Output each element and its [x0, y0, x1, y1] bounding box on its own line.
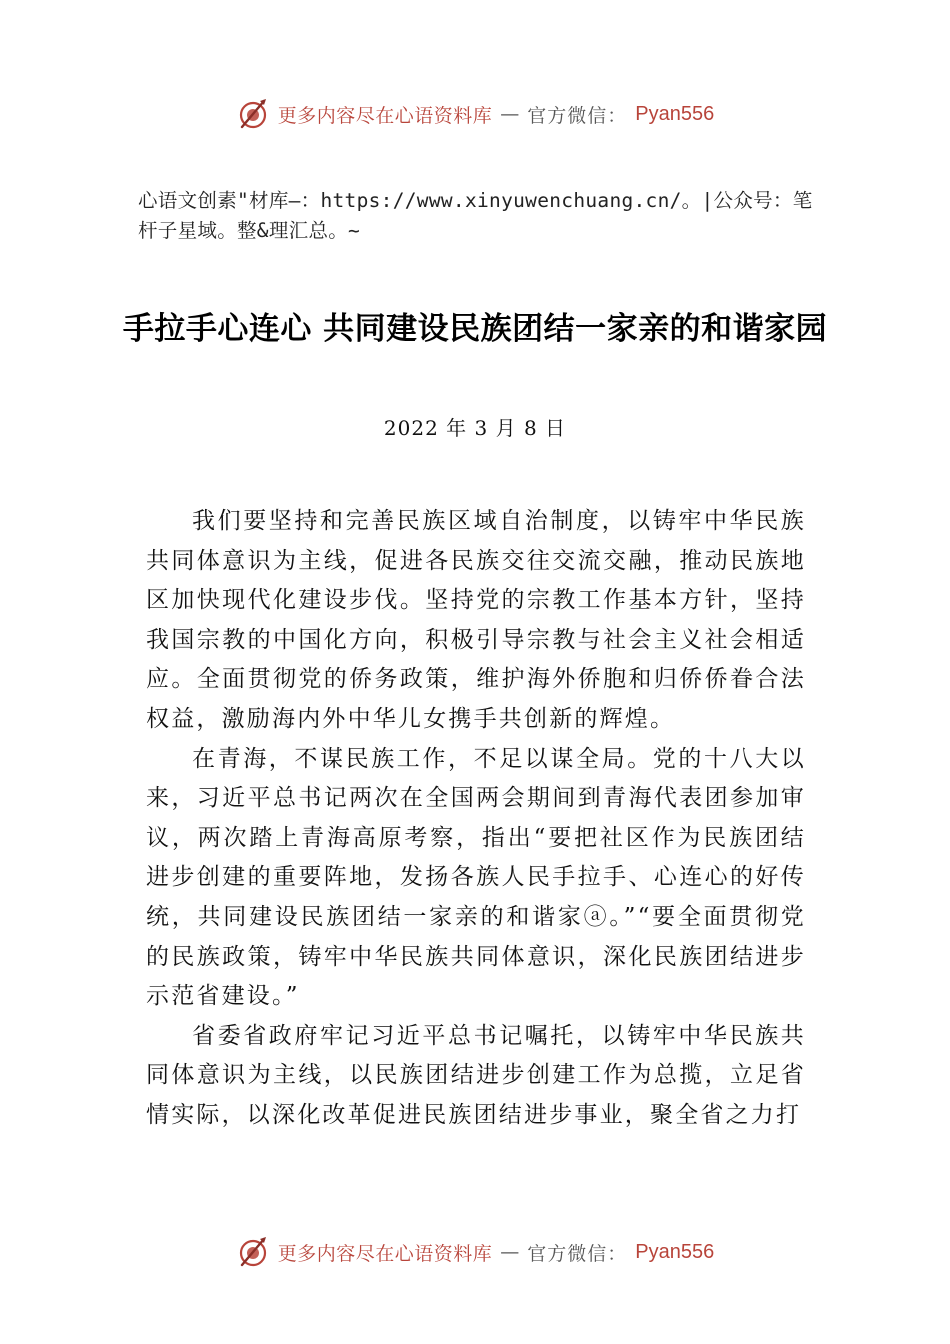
paragraph: 省委省政府牢记习近平总书记嘱托，以铸牢中华民族共同体意识为主线，以民族团结进步创建工作为总揽，立足省情实际，以深化改革促进民族团结进步事业，聚全省之力打 — [146, 1022, 806, 1128]
banner-separator: — — [500, 103, 520, 125]
paragraph: 在青海，不谋民族工作，不足以谋全局。党的十八大以来，习近平总书记两次在全国两会期间到青海代表团参加审议，两次踏上青海高原考察，指出“要把社区作为民族团结进步创建的重要阵地，发扬各族人民手拉手、心连心的好传统，共同建设民族团结一家亲的和谐家ⓐ。”“要全面贯彻党的民族政策，铸牢中华民族共同体意识，深化民族团结进步示范省建设。” — [146, 745, 806, 1010]
source-note: 心语文创素"材库—：https://www.xinyuwenchuang.cn/。|公众号：笔杆子星域。整&理汇总。~ — [138, 189, 813, 242]
banner-text: 更多内容尽在心语资料库 — [277, 104, 493, 127]
banner-label: 官方微信： — [527, 1242, 628, 1265]
article-title: 手拉手心连心 共同建设民族团结一家亲的和谐家园 — [122, 311, 828, 347]
header-banner — [0, 94, 950, 134]
quill-seal-icon — [236, 1235, 270, 1269]
banner-wechat-id: Pyan556 — [635, 1240, 715, 1263]
banner-label: 官方微信： — [527, 104, 628, 127]
banner-wechat-id: Pyan556 — [635, 102, 715, 125]
quill-seal-icon — [236, 97, 270, 131]
article-body — [146, 502, 806, 1136]
footer-banner — [0, 1232, 950, 1272]
paragraph: 我们要坚持和完善民族区域自治制度，以铸牢中华民族共同体意识为主线，促进各民族交往交流交融，推动民族地区加快现代化建设步伐。坚持党的宗教工作基本方针，坚持我国宗教的中国化方向，积极引导宗教与社会主义社会相适应。全面贯彻党的侨务政策，维护海外侨胞和归侨侨眷合法权益，激励海内外中华儿女携手共创新的辉煌。 — [146, 508, 806, 732]
banner-separator: — — [500, 1241, 520, 1263]
article-date: 2022 年 3 月 8 日 — [383, 416, 567, 440]
banner-text: 更多内容尽在心语资料库 — [277, 1242, 493, 1265]
